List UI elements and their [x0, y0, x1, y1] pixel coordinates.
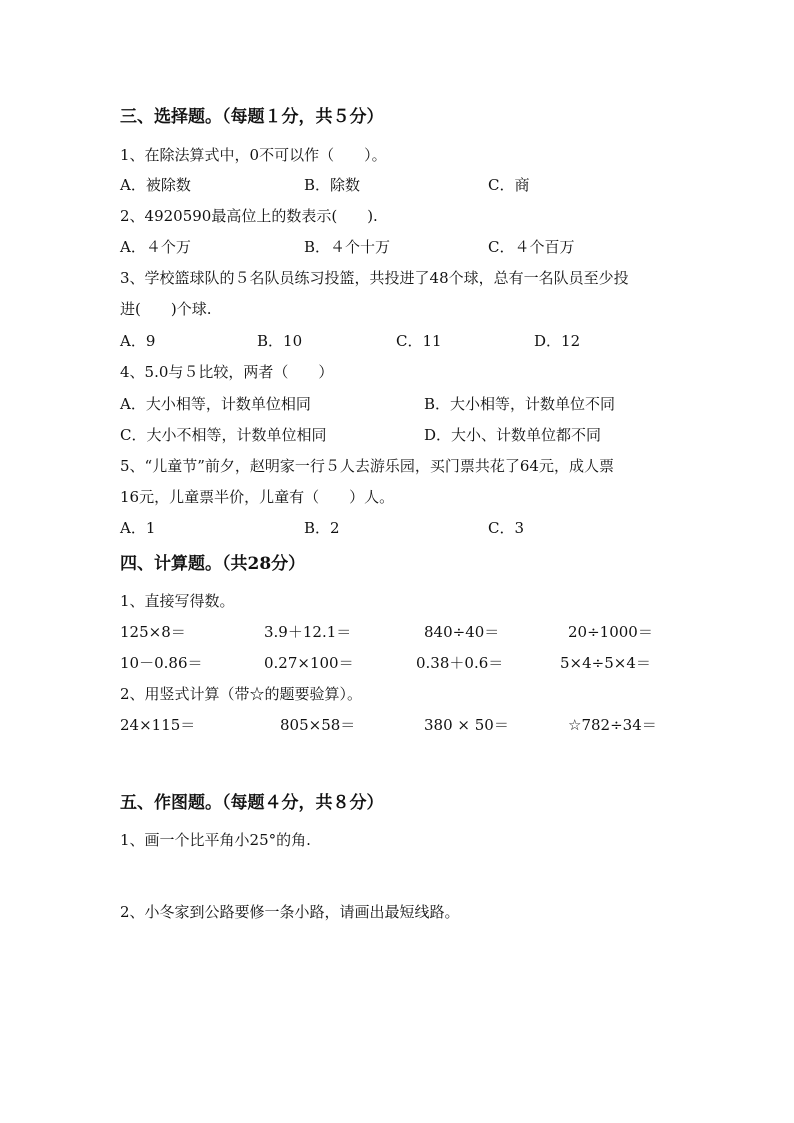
q5-stem-line-2 [0, 485, 794, 509]
calc-item: 5×4÷5×4＝ [560, 654, 651, 672]
q4-option-d: D．大小、计数单位都不同 [424, 426, 602, 444]
q4-options-row-1 [0, 392, 794, 416]
q5-stem-line-1 [0, 454, 794, 478]
section-3-header [0, 105, 794, 129]
q4-options-row-2 [0, 423, 794, 447]
q2-options [0, 235, 794, 259]
q1-option-a: A．被除数 [120, 176, 191, 194]
q1-option-b: B．除数 [304, 176, 361, 194]
section-5-header [0, 791, 794, 815]
q4-option-a: A．大小相等，计数单位相同 [120, 395, 311, 413]
vertical-calc-row [0, 713, 794, 737]
vertical-calc-item: 380 × 50＝ [424, 716, 509, 734]
section-3-title: 三、选择题。（每题１分，共５分） [120, 107, 384, 127]
calc-row-1 [0, 620, 794, 644]
q4-stem-line [0, 360, 794, 384]
calc-item: 3.9＋12.1＝ [264, 623, 352, 641]
calc-item: 10－0.86＝ [120, 654, 203, 672]
question-3-stem-2: 进( )个球. [120, 300, 212, 318]
q4-option-b: B．大小相等，计数单位不同 [424, 395, 616, 413]
q3-stem-line-1 [0, 266, 794, 290]
section-4-header [0, 552, 794, 576]
calc-item: 840÷40＝ [424, 623, 500, 641]
q2-option-c: C．４个百万 [488, 238, 575, 256]
q5-options [0, 516, 794, 540]
calc-item: 20÷1000＝ [568, 623, 653, 641]
question-1-stem: 1、在除法算式中，0不可以作（ ）。 [120, 146, 387, 164]
section-5-title: 五、作图题。（每题４分，共８分） [120, 793, 384, 813]
calc-q1-stem-line [0, 589, 794, 613]
q5-option-a: A．1 [120, 519, 156, 537]
question-4-stem: 4、5.0与５比较，两者（ ） [120, 363, 334, 381]
draw-q1-line [0, 828, 794, 852]
q1-option-c: C．商 [488, 176, 530, 194]
vertical-calc-item: ☆782÷34＝ [568, 716, 657, 734]
calc-row-2 [0, 651, 794, 675]
q3-stem-line-2 [0, 297, 794, 321]
q3-option-d: D．12 [534, 332, 581, 350]
vertical-calc-item: 805×58＝ [280, 716, 356, 734]
question-5-stem-1: 5、“儿童节”前夕，赵明家一行５人去游乐园，买门票共花了64元，成人票 [120, 457, 614, 475]
vertical-calc-item: 24×115＝ [120, 716, 196, 734]
calc-q2-stem-line [0, 682, 794, 706]
q2-option-a: A．４个万 [120, 238, 191, 256]
calc-item: 125×8＝ [120, 623, 186, 641]
section-4-title: 四、计算题。（共28分） [120, 554, 306, 574]
draw-question-1: 1、画一个比平角小25°的角. [120, 831, 311, 849]
q3-option-a: A．9 [120, 332, 156, 350]
q4-option-c: C．大小不相等，计数单位相同 [120, 426, 327, 444]
q5-option-b: B．2 [304, 519, 340, 537]
calc-item: 0.38＋0.6＝ [416, 654, 504, 672]
q1-stem-line [0, 143, 794, 167]
q5-option-c: C．3 [488, 519, 525, 537]
calc-question-1-stem: 1、直接写得数。 [120, 592, 235, 610]
q2-option-b: B．４个十万 [304, 238, 391, 256]
q3-option-c: C．11 [396, 332, 442, 350]
draw-question-2: 2、小冬家到公路要修一条小路，请画出最短线路。 [120, 903, 460, 921]
question-3-stem-1: 3、学校篮球队的５名队员练习投篮，共投进了48个球，总有一名队员至少投 [120, 269, 629, 287]
question-5-stem-2: 16元，儿童票半价，儿童有（ ）人。 [120, 488, 395, 506]
q3-option-b: B．10 [257, 332, 303, 350]
question-2-stem: 2、4920590最高位上的数表示( ). [120, 207, 378, 225]
calc-item: 0.27×100＝ [264, 654, 354, 672]
draw-q2-line [0, 900, 794, 924]
q1-options [0, 173, 794, 197]
q3-options [0, 329, 794, 353]
q2-stem-line [0, 204, 794, 228]
calc-question-2-stem: 2、用竖式计算（带☆的题要验算）。 [120, 685, 363, 703]
